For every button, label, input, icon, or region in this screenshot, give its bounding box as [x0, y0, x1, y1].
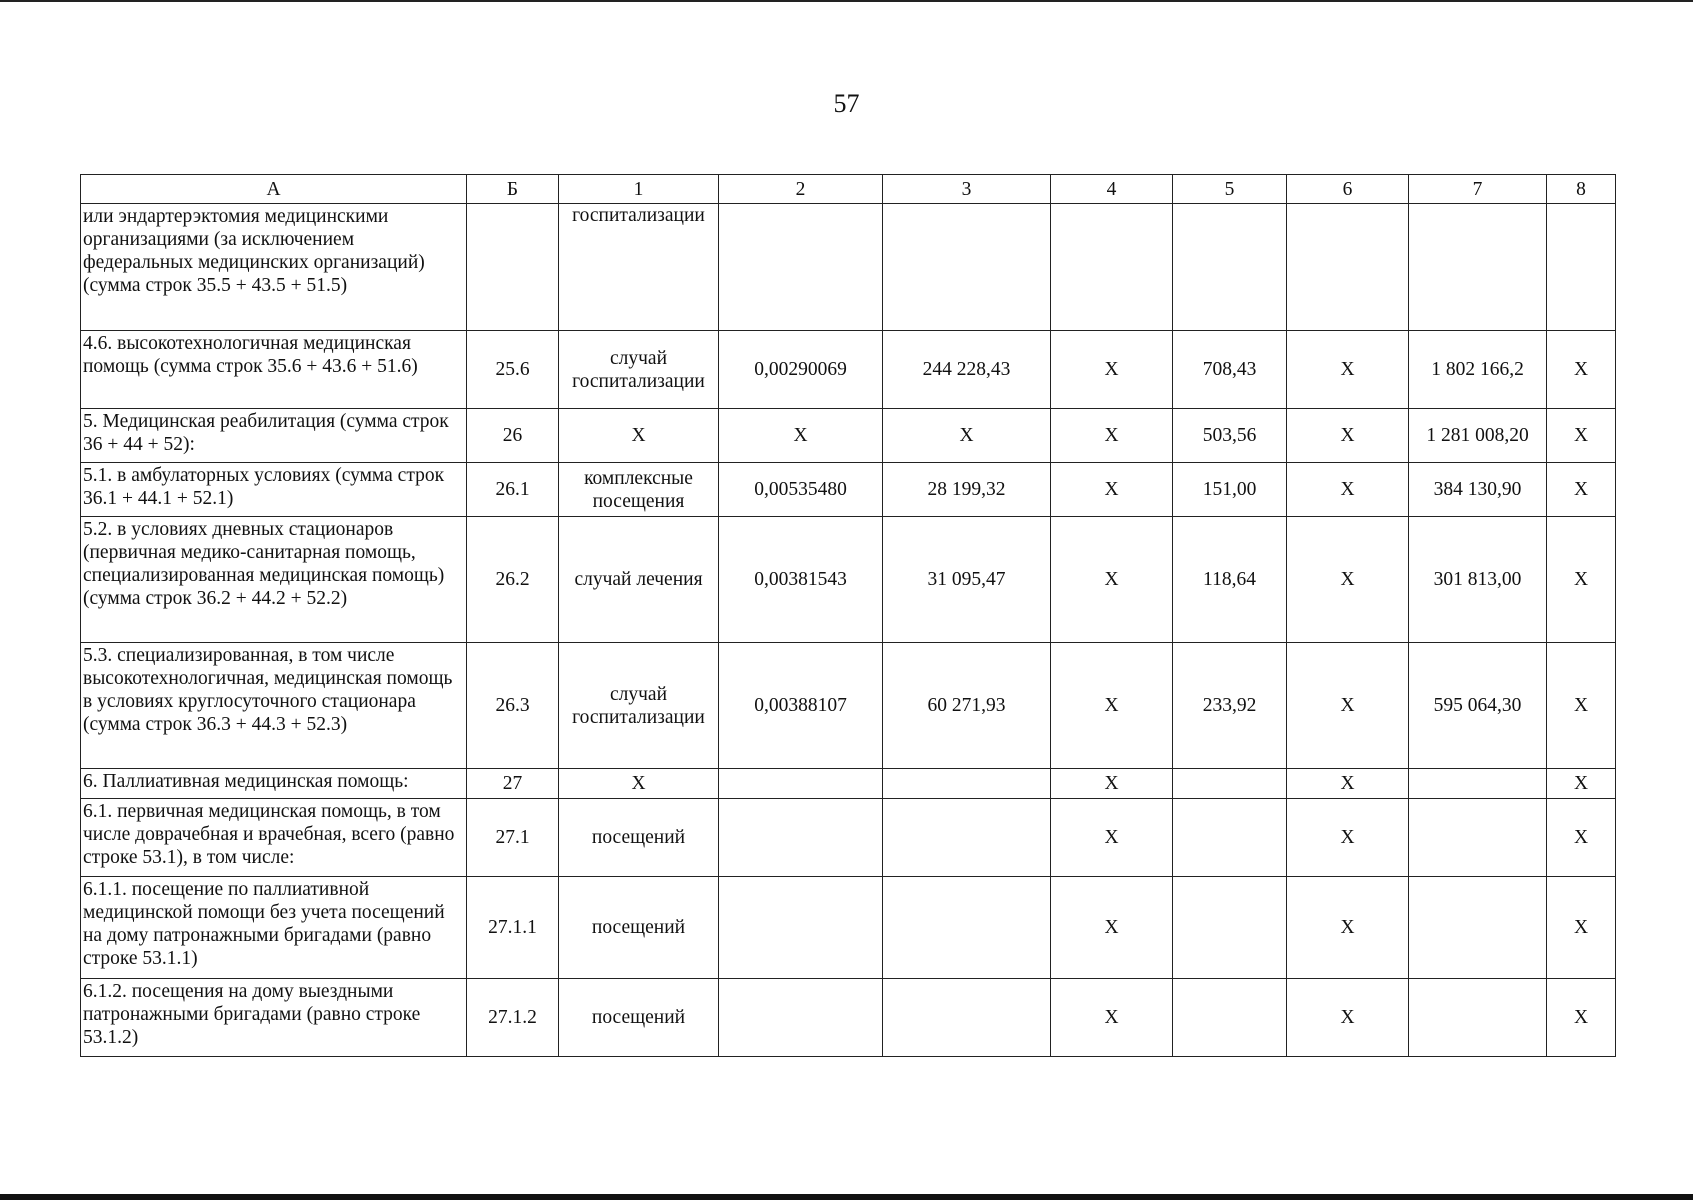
page-bottom-edge: [0, 1194, 1693, 1200]
value-cell: Х: [1547, 799, 1616, 877]
table-row: [81, 979, 1616, 1057]
value-cell: [719, 877, 883, 979]
row-label: 6.1.1. посещение по паллиативной медицинской помощи без учета посещений на дому патронажными бригадами (равно строке 53.1.1): [81, 877, 467, 979]
table-row: [81, 331, 1616, 409]
value-cell: Х: [1547, 979, 1616, 1057]
value-cell: [1409, 769, 1547, 799]
table-row: [81, 643, 1616, 769]
value-cell: Х: [1287, 517, 1409, 643]
row-label: 6.1. первичная медицинская помощь, в том числе доврачебная и врачебная, всего (равно строке 53.1), в том числе:: [81, 799, 467, 877]
value-cell: Х: [1547, 877, 1616, 979]
unit-cell: посещений: [559, 979, 719, 1057]
row-code: 26: [467, 409, 559, 463]
value-cell: [719, 769, 883, 799]
value-cell: 384 130,90: [1409, 463, 1547, 517]
row-code: 26.1: [467, 463, 559, 517]
value-cell: 0,00388107: [719, 643, 883, 769]
value-cell: 1 802 166,2: [1409, 331, 1547, 409]
table-row: [81, 204, 1616, 331]
value-cell: Х: [1287, 463, 1409, 517]
value-cell: Х: [1547, 409, 1616, 463]
value-cell: Х: [1051, 409, 1173, 463]
value-cell: Х: [1051, 517, 1173, 643]
table-row: [81, 517, 1616, 643]
value-cell: [883, 979, 1051, 1057]
header-cell: А: [81, 175, 467, 204]
value-cell: Х: [1051, 979, 1173, 1057]
row-code: 26.2: [467, 517, 559, 643]
value-cell: 708,43: [1173, 331, 1287, 409]
table-header-row: [81, 175, 1616, 204]
unit-cell: Х: [559, 409, 719, 463]
value-cell: 0,00381543: [719, 517, 883, 643]
value-cell: [1051, 204, 1173, 331]
page-number: 57: [833, 89, 860, 118]
unit-cell: посещений: [559, 877, 719, 979]
unit-cell: случай лечения: [559, 517, 719, 643]
value-cell: [1173, 799, 1287, 877]
value-cell: Х: [1287, 769, 1409, 799]
header-cell: 5: [1173, 175, 1287, 204]
table-row: [81, 769, 1616, 799]
value-cell: [1547, 204, 1616, 331]
value-cell: Х: [1051, 799, 1173, 877]
value-cell: Х: [1287, 979, 1409, 1057]
value-cell: [883, 769, 1051, 799]
value-cell: Х: [1547, 517, 1616, 643]
value-cell: Х: [1547, 331, 1616, 409]
row-code: 27: [467, 769, 559, 799]
row-label: 5. Медицинская реабилитация (сумма строк 36 + 44 + 52):: [81, 409, 467, 463]
value-cell: [1173, 877, 1287, 979]
value-cell: Х: [719, 409, 883, 463]
value-cell: Х: [1051, 769, 1173, 799]
table-row: [81, 409, 1616, 463]
value-cell: [1409, 799, 1547, 877]
value-cell: Х: [1287, 877, 1409, 979]
value-cell: 233,92: [1173, 643, 1287, 769]
value-cell: [883, 204, 1051, 331]
value-cell: 301 813,00: [1409, 517, 1547, 643]
value-cell: Х: [1547, 643, 1616, 769]
value-cell: 1 281 008,20: [1409, 409, 1547, 463]
value-cell: Х: [1287, 331, 1409, 409]
value-cell: 60 271,93: [883, 643, 1051, 769]
value-cell: [1173, 769, 1287, 799]
unit-cell: комплексные посещения: [559, 463, 719, 517]
row-code: 27.1: [467, 799, 559, 877]
value-cell: [1173, 979, 1287, 1057]
header-cell: 8: [1547, 175, 1616, 204]
row-code: 27.1.2: [467, 979, 559, 1057]
row-label: 5.1. в амбулаторных условиях (сумма строк 36.1 + 44.1 + 52.1): [81, 463, 467, 517]
unit-cell: госпитализации: [559, 204, 719, 331]
header-cell: 4: [1051, 175, 1173, 204]
value-cell: Х: [1287, 409, 1409, 463]
value-cell: Х: [1287, 643, 1409, 769]
value-cell: [719, 799, 883, 877]
value-cell: [719, 979, 883, 1057]
value-cell: 244 228,43: [883, 331, 1051, 409]
header-cell: 7: [1409, 175, 1547, 204]
value-cell: [1173, 204, 1287, 331]
row-label: 6. Паллиативная медицинская помощь:: [81, 769, 467, 799]
value-cell: 118,64: [1173, 517, 1287, 643]
table-row: [81, 799, 1616, 877]
value-cell: Х: [1051, 463, 1173, 517]
value-cell: Х: [1287, 799, 1409, 877]
page-top-edge: [0, 0, 1693, 2]
row-label: 5.3. специализированная, в том числе высокотехнологичная, медицинская помощь в условиях круглосуточного стационара (сумма строк 36.3 + 44.3 + 52.3): [81, 643, 467, 769]
value-cell: [883, 877, 1051, 979]
value-cell: 503,56: [1173, 409, 1287, 463]
value-cell: Х: [1051, 877, 1173, 979]
row-label: 4.6. высокотехнологичная медицинская помощь (сумма строк 35.6 + 43.6 + 51.6): [81, 331, 467, 409]
value-cell: Х: [883, 409, 1051, 463]
value-cell: 151,00: [1173, 463, 1287, 517]
header-cell: 6: [1287, 175, 1409, 204]
value-cell: Х: [1547, 769, 1616, 799]
row-code: 27.1.1: [467, 877, 559, 979]
row-label: 5.2. в условиях дневных стационаров (первичная медико-санитарная помощь, специализированная медицинская помощь) (сумма строк 36.2 + 44.2 + 52.2): [81, 517, 467, 643]
value-cell: [719, 204, 883, 331]
header-cell: 1: [559, 175, 719, 204]
unit-cell: Х: [559, 769, 719, 799]
unit-cell: случай госпитализации: [559, 643, 719, 769]
header-cell: 3: [883, 175, 1051, 204]
row-label: или эндартерэктомия медицинскими организациями (за исключением федеральных медицинских организаций) (сумма строк 35.5 + 43.5 + 51.5): [81, 204, 467, 331]
value-cell: 0,00535480: [719, 463, 883, 517]
value-cell: 31 095,47: [883, 517, 1051, 643]
table-row: [81, 877, 1616, 979]
unit-cell: случай госпитализации: [559, 331, 719, 409]
unit-cell: посещений: [559, 799, 719, 877]
value-cell: [1409, 204, 1547, 331]
value-cell: 28 199,32: [883, 463, 1051, 517]
value-cell: 0,00290069: [719, 331, 883, 409]
row-label: 6.1.2. посещения на дому выездными патронажными бригадами (равно строке 53.1.2): [81, 979, 467, 1057]
value-cell: [1409, 979, 1547, 1057]
value-cell: [1287, 204, 1409, 331]
row-code: 25.6: [467, 331, 559, 409]
data-table: [80, 174, 1616, 1057]
value-cell: 595 064,30: [1409, 643, 1547, 769]
value-cell: Х: [1547, 463, 1616, 517]
header-cell: Б: [467, 175, 559, 204]
value-cell: Х: [1051, 643, 1173, 769]
value-cell: [1409, 877, 1547, 979]
value-cell: Х: [1051, 331, 1173, 409]
row-code: [467, 204, 559, 331]
table-row: [81, 463, 1616, 517]
header-cell: 2: [719, 175, 883, 204]
value-cell: [883, 799, 1051, 877]
row-code: 26.3: [467, 643, 559, 769]
